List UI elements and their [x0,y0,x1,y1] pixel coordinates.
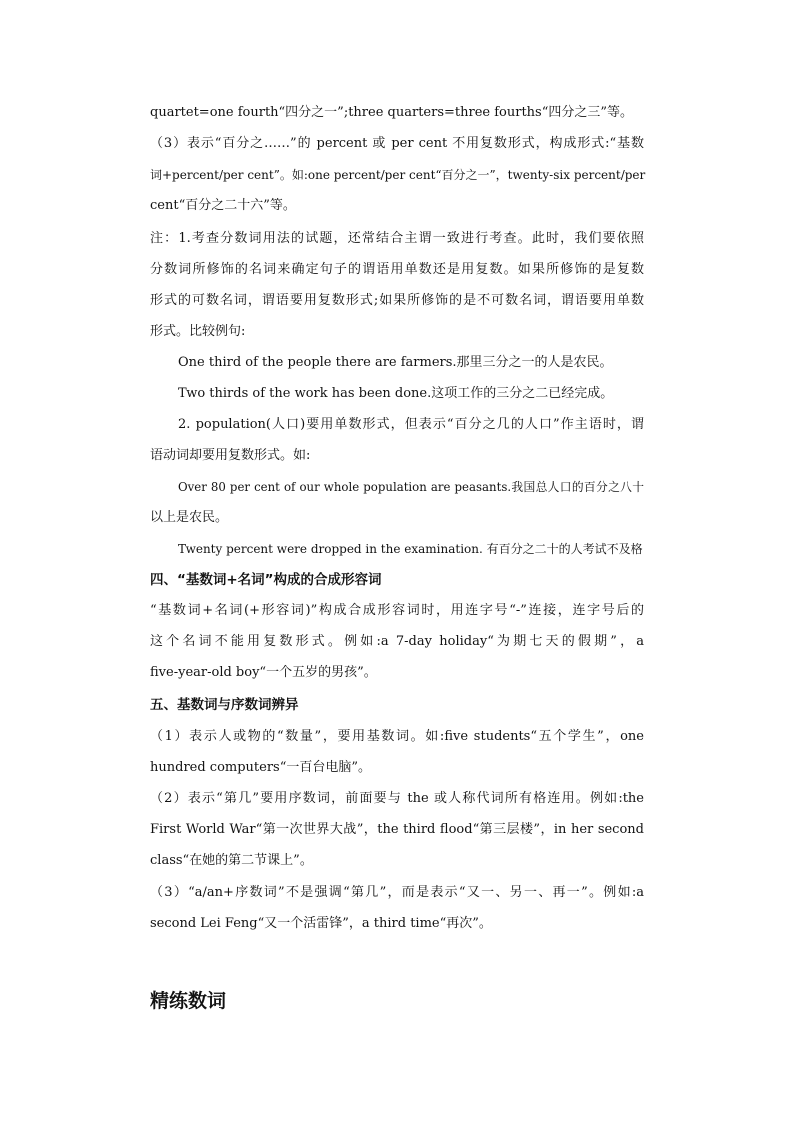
text-line: 语动词却要用复数形式。如: [150,448,311,463]
text-line: quartet=one fourth“四分之一”;three quarters=three fourths“四分之三”等。 [150,105,634,120]
text-line: 2. population(人口)要用单数形式，但表示“百分之几的人口”作主语时，谓 [178,417,644,432]
text-line: five-year-old boy“一个五岁的男孩”。 [150,665,377,680]
example-sentence: Twenty percent were dropped in the examination. 有百分之二十的人考试不及格 [178,542,643,556]
text-line: hundred computers“一百台电脑”。 [150,760,372,775]
text-line: “基数词+名词(+形容词)”构成合成形容词时，用连字号“-”连接，连字号后的 [150,603,644,618]
text-line: 分数词所修饰的名词来确定句子的谓语用单数还是用复数。如果所修饰的是复数 [150,262,644,277]
text-line: 词+percent/per cent”。如:one percent/per cent“百分之一”，twenty-six percent/per [150,168,646,182]
text-line: （2）表示“第几”要用序数词，前面要与 the 或人称代词所有格连用。例如:the [150,791,644,806]
text-line: （3）表示“百分之……”的 percent 或 per cent 不用复数形式，构成形式:“基数 [150,136,644,151]
section-heading: 四、“基数词+名词”构成的合成形容词 [150,572,382,588]
text-line: class“在她的第二节课上”。 [150,853,313,868]
text-line: 这个名词不能用复数形式。例如:a 7-day holiday“为期七天的假期”，a [150,634,644,649]
text-line: 注：1.考查分数词用法的试题，还常结合主谓一致进行考查。此时，我们要依照 [150,231,644,246]
text-line: （3）“a/an+序数词”不是强调“第几”，而是表示“又一、另一、再一”。例如:a [150,885,644,900]
text-line: 形式的可数名词，谓语要用复数形式;如果所修饰的是不可数名词，谓语要用单数 [150,293,644,308]
example-sentence: One third of the people there are farmers.那里三分之一的人是农民。 [178,355,613,370]
text-line: second Lei Feng“又一个活雷锋”，a third time“再次”。 [150,916,492,931]
text-line: （1）表示人或物的“数量”，要用基数词。如:five students“五个学生”，one [150,729,644,744]
page-title: 精练数词 [150,990,227,1012]
text-line: 形式。比较例句: [150,324,246,339]
example-sentence: Two thirds of the work has been done.这项工作的三分之二已经完成。 [178,386,614,401]
example-sentence: Over 80 per cent of our whole population are peasants.我国总人口的百分之八十 [178,480,644,494]
section-heading: 五、基数词与序数词辨异 [150,697,299,713]
text-line: cent“百分之二十六”等。 [150,198,296,213]
text-line: 以上是农民。 [150,510,229,525]
text-line: First World War“第一次世界大战”，the third flood“第三层楼”，in her second [150,822,644,837]
